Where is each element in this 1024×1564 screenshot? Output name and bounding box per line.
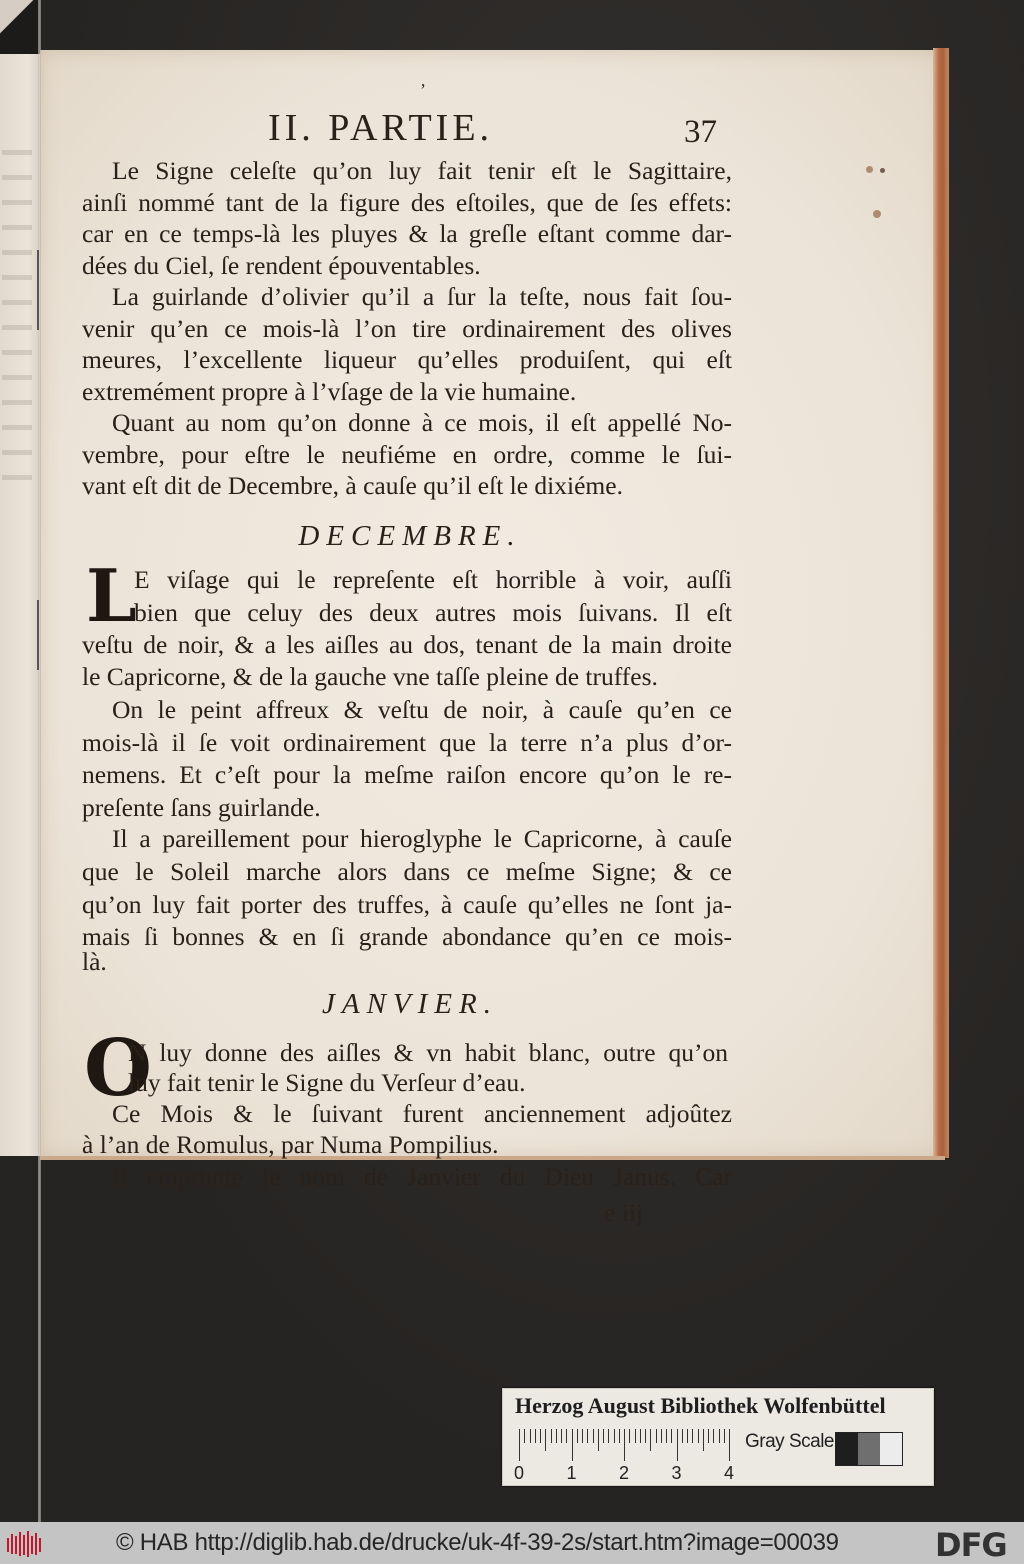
- ruler-tick: [708, 1429, 709, 1443]
- text-line: Il emprunte le nom de Janvier du Dieu Janus. Car: [112, 1162, 732, 1191]
- section-heading-decembre: DECEMBRE.: [298, 520, 522, 552]
- text-line: dées du Ciel, ſe rendent épouventables.: [82, 250, 481, 280]
- ruler-tick: [629, 1429, 630, 1443]
- foxing-stain: [873, 210, 881, 218]
- ruler-tick: [656, 1429, 657, 1443]
- ruler-label: 1: [566, 1463, 577, 1483]
- drop-cap-l: L: [86, 553, 137, 638]
- ruler-tick: [671, 1429, 672, 1443]
- ruler-tick: [687, 1429, 688, 1443]
- ruler-label: 3: [671, 1463, 682, 1483]
- ruler-tick: [556, 1429, 557, 1443]
- ruler-tick: [682, 1429, 683, 1443]
- text-line: mois-là il ſe voit ordinairement que la terre n’a plus d’or-: [82, 728, 732, 757]
- viewer-footer: [0, 1522, 1024, 1564]
- ruler-label: 0: [514, 1463, 525, 1483]
- gray-swatch: [836, 1433, 858, 1465]
- text-line: vant eſt dit de Decembre, à cauſe qu’il eſt le dixiéme.: [82, 471, 623, 500]
- text-line: nemens. Et c’eſt pour la meſme raiſon encore qu’on le re-: [82, 760, 732, 789]
- ruler-tick: [729, 1429, 730, 1461]
- ruler-tick: [577, 1429, 578, 1443]
- text-line: On le peint affreux & veſtu de noir, à cauſe qu’en ce: [112, 695, 732, 724]
- ruler-tick: [724, 1429, 725, 1443]
- color-reference-card: [502, 1388, 934, 1486]
- text-line: E viſage qui le repreſente eſt horrible à voir, auſſi: [134, 565, 732, 594]
- page-fore-edge: [933, 48, 949, 1158]
- text-line: car en ce temps-là les pluyes & la greſle eſtant comme dar-: [82, 219, 732, 248]
- text-line: à l’an de Romulus, par Numa Pompilius.: [82, 1130, 499, 1159]
- catchmark: ’: [420, 80, 426, 100]
- text-line: Ce Mois & le ſuivant furent anciennement adjoûtez: [112, 1099, 732, 1128]
- drop-cap-o: O: [84, 1023, 152, 1114]
- ruler-tick: [698, 1429, 699, 1443]
- ruler-tick: [713, 1429, 714, 1443]
- ruler-tick: [661, 1429, 662, 1443]
- permalink[interactable]: © HAB http://diglib.hab.de/drucke/uk-4f-39-2s/start.htm?image=00039: [116, 1529, 839, 1556]
- ruler-label: 4: [724, 1463, 735, 1483]
- text-line: qu’on luy fait porter des truffes, à cauſe qu’elles ne ſont ja-: [82, 890, 732, 919]
- ruler-tick: [614, 1429, 615, 1443]
- facing-page-bleedthrough: [2, 150, 32, 490]
- ruler-tick: [545, 1429, 546, 1451]
- ruler-tick: [593, 1429, 594, 1443]
- ruler-tick: [598, 1429, 599, 1451]
- ruler-tick: [530, 1429, 531, 1443]
- text-line: veſtu de noir, & a les aiſles au dos, tenant de la main droite: [82, 630, 732, 659]
- ruler-tick: [519, 1429, 520, 1461]
- text-line: que le Soleil marche alors dans ce meſme Signe; & ce: [82, 857, 732, 886]
- ruler-tick: [619, 1429, 620, 1443]
- gutter-line: [38, 0, 41, 1522]
- text-line: luy fait tenir le Signe du Verſeur d’eau.: [128, 1068, 526, 1097]
- text-line: meures, l’excellente liqueur qu’elles produiſent, qui eſt: [82, 345, 732, 374]
- section-heading-janvier: JANVIER.: [322, 988, 498, 1020]
- text-line: bien que celuy des deux autres mois ſuivans. Il eſt: [134, 598, 732, 627]
- text-line: ainſi nommé tant de la figure des eſtoiles, que de ſes effets:: [82, 187, 732, 217]
- ruler-tick: [582, 1429, 583, 1443]
- text-line: là.: [82, 947, 107, 976]
- ruler-label: 2: [619, 1463, 630, 1483]
- text-line: mais ſi bonnes & en ſi grande abondance qu’en ce mois-: [82, 922, 732, 951]
- ruler-scale: [514, 1429, 735, 1483]
- text-line: N luy donne des aiſles & vn habit blanc, outre qu’on: [128, 1038, 728, 1067]
- ruler-tick: [561, 1429, 562, 1443]
- page-number: 37: [684, 114, 717, 150]
- left-page-corner: [0, 0, 40, 54]
- text-line: La guirlande d’olivier qu’il a ſur la teſte, nous fait ſou-: [112, 282, 732, 311]
- running-head: II. PARTIE.: [268, 107, 494, 149]
- text-line: le Capricorne, & de la gauche vne taſſe pleine de truffes.: [82, 662, 658, 691]
- ruler-tick: [666, 1429, 667, 1443]
- text-line: Quant au nom qu’on donne à ce mois, il eſt appellé No-: [112, 408, 732, 437]
- library-name: Herzog August Bibliothek Wolfenbüttel: [515, 1393, 886, 1418]
- gutter-mark: [37, 600, 39, 670]
- dfg-logo: DFG: [935, 1526, 1007, 1564]
- ruler-tick: [524, 1429, 525, 1443]
- foxing-stain: [880, 168, 885, 173]
- ruler-tick: [719, 1429, 720, 1443]
- ruler-tick: [692, 1429, 693, 1443]
- ruler-tick: [566, 1429, 567, 1443]
- gray-scale-swatches: [835, 1432, 903, 1466]
- ruler-tick: [587, 1429, 588, 1443]
- ruler-tick: [535, 1429, 536, 1443]
- text-line: vembre, pour eſtre le neufiéme en ordre, comme le ſui-: [82, 439, 732, 469]
- ruler-tick: [640, 1429, 641, 1443]
- ruler-tick: [551, 1429, 552, 1443]
- text-line: Le Signe celeſte qu’on luy fait tenir eſt le Sagittaire,: [112, 156, 732, 185]
- gray-swatch: [880, 1433, 902, 1465]
- ruler-tick: [572, 1429, 573, 1461]
- ruler-tick: [608, 1429, 609, 1443]
- ruler-tick: [650, 1429, 651, 1451]
- ruler-tick: [624, 1429, 625, 1461]
- ruler-tick: [677, 1429, 678, 1461]
- ruler-tick: [703, 1429, 704, 1451]
- ruler-tick: [635, 1429, 636, 1443]
- text-line: venir qu’en ce mois-là l’on tire ordinairement des olives: [82, 313, 732, 343]
- gray-scale-label: Gray Scale: [745, 1431, 834, 1452]
- foxing-stain: [866, 166, 873, 173]
- hab-logo-icon: [6, 1530, 44, 1558]
- signature-mark: e iij: [604, 1198, 643, 1227]
- text-line: preſente ſans guirlande.: [82, 793, 321, 822]
- gutter-mark: [37, 250, 39, 330]
- ruler-tick: [645, 1429, 646, 1443]
- ruler-tick: [603, 1429, 604, 1443]
- gray-swatch: [858, 1433, 880, 1465]
- ruler-tick: [540, 1429, 541, 1443]
- text-line: Il a pareillement pour hieroglyphe le Capricorne, à cauſe: [112, 824, 732, 853]
- text-line: extremément propre à l’vſage de la vie humaine.: [82, 376, 577, 406]
